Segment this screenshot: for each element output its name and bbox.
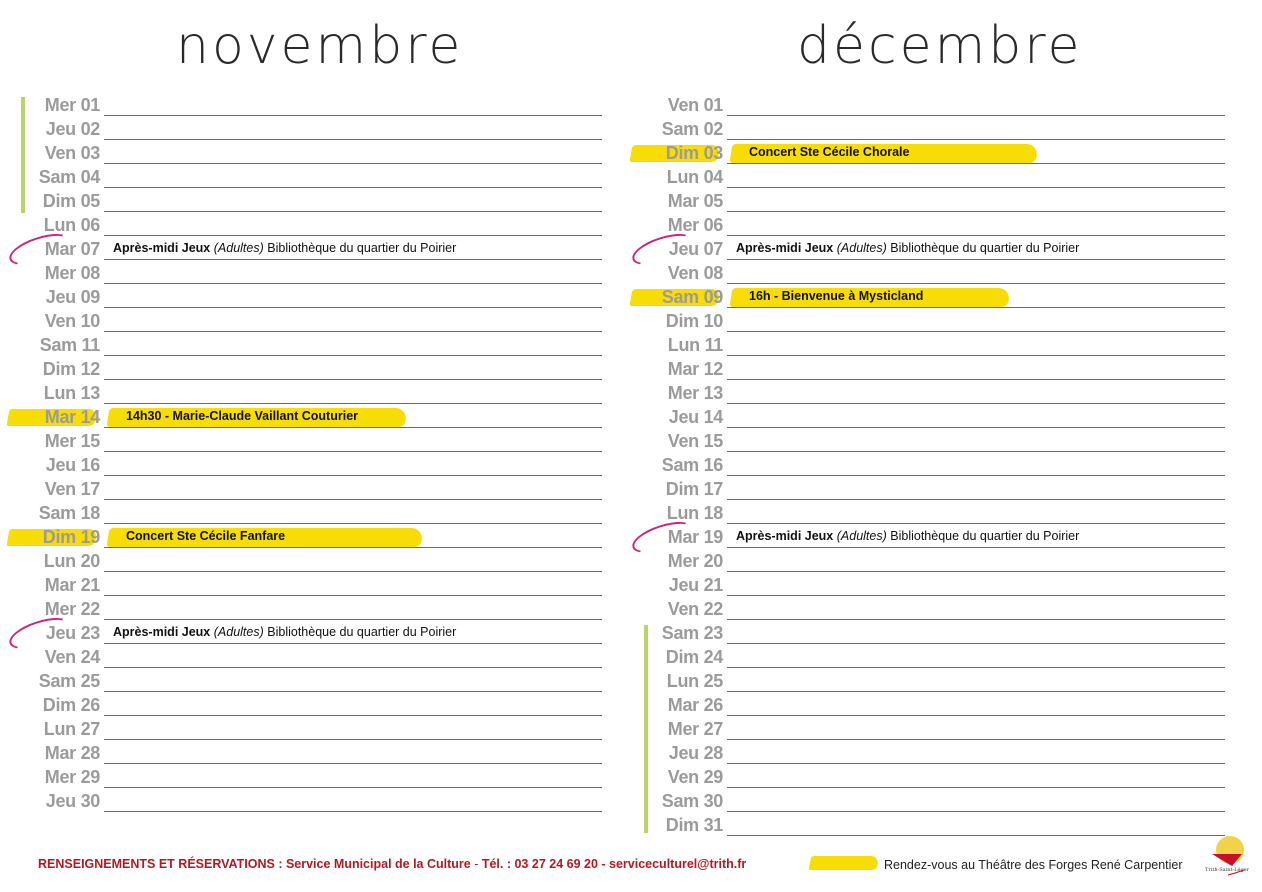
day-label: Mar 28: [44, 743, 100, 763]
entry-line: [727, 763, 1225, 764]
day-row: [12, 237, 602, 261]
entry-line: [104, 331, 602, 332]
day-label: Mer 01: [44, 95, 100, 115]
event-text: [749, 289, 923, 303]
day-row: [635, 237, 1225, 261]
day-row: [12, 789, 602, 813]
event-text: [113, 241, 456, 255]
event-location: Bibliothèque du quartier du Poirier: [890, 529, 1080, 543]
entry-line: [727, 187, 1225, 188]
day-row: [635, 573, 1225, 597]
day-row: [635, 429, 1225, 453]
day-label: Mar 21: [44, 575, 100, 595]
day-row: [635, 309, 1225, 333]
day-label: Ven 08: [667, 263, 723, 283]
day-label: Mar 14: [44, 407, 100, 427]
day-label: Lun 18: [666, 503, 723, 523]
day-row: [635, 549, 1225, 573]
day-label: Lun 11: [667, 335, 723, 355]
entry-line: [104, 355, 602, 356]
calendar-december: [635, 93, 1225, 837]
day-label: Sam 18: [38, 503, 100, 523]
day-label: Mer 27: [667, 719, 723, 739]
legend-text: Rendez-vous au Théâtre des Forges René Carpentier: [884, 858, 1183, 872]
event-audience: (Adultes): [836, 529, 887, 543]
day-label: Mer 15: [44, 431, 100, 451]
day-label: Jeu 21: [668, 575, 723, 595]
day-row: [635, 285, 1225, 309]
day-row: [635, 789, 1225, 813]
day-label: Sam 23: [661, 623, 723, 643]
day-label: Sam 09: [661, 287, 723, 307]
day-row: [12, 453, 602, 477]
day-label: Mer 06: [667, 215, 723, 235]
entry-line: [727, 643, 1225, 644]
day-row: [12, 765, 602, 789]
day-row: [635, 357, 1225, 381]
event-title: Après-midi Jeux: [736, 529, 834, 543]
day-label: Sam 04: [38, 167, 100, 187]
day-label: Dim 19: [42, 527, 100, 547]
day-label: Sam 16: [661, 455, 723, 475]
day-label: Mer 22: [44, 599, 100, 619]
day-row: [12, 645, 602, 669]
entry-line: [104, 475, 602, 476]
day-row: [635, 381, 1225, 405]
event-text: [126, 529, 285, 543]
day-row: [635, 501, 1225, 525]
legend-swatch: [809, 856, 879, 870]
entry-line: [104, 115, 602, 116]
event-audience: (Adultes): [213, 625, 264, 639]
entry-line: [104, 739, 602, 740]
day-row: [12, 93, 602, 117]
day-row: [12, 525, 602, 549]
day-row: [12, 333, 602, 357]
day-label: Lun 20: [43, 551, 100, 571]
day-row: [635, 669, 1225, 693]
day-row: [12, 717, 602, 741]
day-label: Mer 20: [667, 551, 723, 571]
day-label: Jeu 28: [668, 743, 723, 763]
day-row: [635, 405, 1225, 429]
entry-line: [727, 355, 1225, 356]
day-label: Jeu 09: [45, 287, 100, 307]
entry-line: [104, 667, 602, 668]
month-title-november: novembre: [176, 16, 464, 76]
day-label: Mar 05: [667, 191, 723, 211]
day-label: Dim 26: [42, 695, 100, 715]
day-label: Sam 25: [38, 671, 100, 691]
entry-line: [727, 379, 1225, 380]
day-row: [12, 597, 602, 621]
day-label: Mer 29: [44, 767, 100, 787]
entry-line: [727, 235, 1225, 236]
entry-line: [727, 115, 1225, 116]
day-row: [635, 93, 1225, 117]
footer-info: [38, 857, 746, 871]
entry-line: [104, 547, 602, 548]
day-row: [635, 117, 1225, 141]
entry-line: [727, 595, 1225, 596]
entry-line: [727, 547, 1225, 548]
day-label: Lun 04: [666, 167, 723, 187]
day-row: [635, 717, 1225, 741]
day-label: Dim 17: [665, 479, 723, 499]
day-label: Dim 24: [665, 647, 723, 667]
event-text: [736, 529, 1079, 543]
entry-line: [104, 643, 602, 644]
entry-line: [104, 403, 602, 404]
day-label: Jeu 14: [668, 407, 723, 427]
day-row: [635, 165, 1225, 189]
day-row: [12, 141, 602, 165]
calendar-november: [12, 93, 602, 813]
day-row: [12, 381, 602, 405]
entry-line: [104, 571, 602, 572]
svg-text:Trith-Saint-Léger: Trith-Saint-Léger: [1205, 867, 1249, 873]
footer-contact[interactable]: Tél. : 03 27 24 69 20 - serviceculturel@trith.fr: [481, 857, 747, 871]
entry-line: [727, 331, 1225, 332]
day-label: Mar 19: [667, 527, 723, 547]
entry-line: [727, 427, 1225, 428]
entry-line: [727, 451, 1225, 452]
day-label: Dim 31: [665, 815, 723, 835]
day-row: [12, 429, 602, 453]
event-title: Après-midi Jeux: [113, 625, 211, 639]
entry-line: [727, 811, 1225, 812]
entry-line: [727, 403, 1225, 404]
event-text: [113, 625, 456, 639]
day-label: Lun 25: [666, 671, 723, 691]
entry-line: [727, 259, 1225, 260]
entry-line: [727, 739, 1225, 740]
day-row: [635, 597, 1225, 621]
day-row: [12, 189, 602, 213]
entry-line: [104, 427, 602, 428]
day-row: [12, 213, 602, 237]
day-row: [12, 477, 602, 501]
event-location: Bibliothèque du quartier du Poirier: [267, 625, 457, 639]
day-row: [635, 261, 1225, 285]
day-label: Ven 22: [667, 599, 723, 619]
entry-line: [727, 283, 1225, 284]
day-row: [12, 549, 602, 573]
entry-line: [104, 499, 602, 500]
event-text: [749, 145, 909, 159]
event-text: [736, 241, 1079, 255]
day-label: Jeu 16: [45, 455, 100, 475]
day-row: [12, 573, 602, 597]
day-row: [635, 141, 1225, 165]
day-row: [12, 285, 602, 309]
day-label: Jeu 07: [668, 239, 723, 259]
day-label: Ven 01: [667, 95, 723, 115]
event-text: [126, 409, 358, 423]
day-row: [635, 813, 1225, 837]
day-label: Lun 06: [43, 215, 100, 235]
entry-line: [727, 139, 1225, 140]
entry-line: [727, 667, 1225, 668]
entry-line: [104, 259, 602, 260]
day-row: [12, 165, 602, 189]
day-label: Mar 12: [667, 359, 723, 379]
day-label: Mer 13: [667, 383, 723, 403]
entry-line: [727, 163, 1225, 164]
day-label: Ven 10: [44, 311, 100, 331]
day-row: [635, 645, 1225, 669]
day-label: Ven 29: [667, 767, 723, 787]
entry-line: [727, 619, 1225, 620]
entry-line: [727, 571, 1225, 572]
day-label: Mer 08: [44, 263, 100, 283]
entry-line: [104, 763, 602, 764]
day-row: [12, 693, 602, 717]
day-label: Lun 13: [43, 383, 100, 403]
entry-line: [727, 715, 1225, 716]
entry-line: [727, 523, 1225, 524]
day-label: Mar 26: [667, 695, 723, 715]
event-title: Après-midi Jeux: [113, 241, 211, 255]
event-title: Après-midi Jeux: [736, 241, 834, 255]
day-label: Ven 03: [44, 143, 100, 163]
day-row: [635, 693, 1225, 717]
day-label: Sam 11: [39, 335, 100, 355]
day-row: [635, 765, 1225, 789]
day-row: [635, 741, 1225, 765]
event-title: Concert Ste Cécile Chorale: [749, 145, 910, 159]
day-row: [12, 741, 602, 765]
day-label: Ven 24: [44, 647, 100, 667]
month-title-december: décembre: [797, 16, 1083, 76]
town-logo: [1204, 834, 1250, 880]
entry-line: [104, 811, 602, 812]
day-row: [635, 525, 1225, 549]
entry-line: [104, 307, 602, 308]
day-row: [635, 621, 1225, 645]
day-row: [12, 261, 602, 285]
entry-line: [104, 163, 602, 164]
day-label: Dim 05: [42, 191, 100, 211]
day-row: [635, 213, 1225, 237]
day-row: [635, 333, 1225, 357]
day-label: Ven 17: [44, 479, 100, 499]
entry-line: [727, 691, 1225, 692]
entry-line: [104, 691, 602, 692]
entry-line: [727, 211, 1225, 212]
day-label: Sam 30: [661, 791, 723, 811]
entry-line: [727, 499, 1225, 500]
event-location: Bibliothèque du quartier du Poirier: [267, 241, 457, 255]
day-label: Lun 27: [43, 719, 100, 739]
entry-line: [104, 379, 602, 380]
day-label: Mar 07: [44, 239, 100, 259]
entry-line: [727, 307, 1225, 308]
entry-line: [104, 715, 602, 716]
entry-line: [727, 787, 1225, 788]
event-title: 14h30 - Marie-Claude Vaillant Couturier: [126, 409, 359, 423]
day-label: Sam 02: [661, 119, 723, 139]
day-row: [635, 477, 1225, 501]
entry-line: [104, 619, 602, 620]
day-label: Jeu 30: [45, 791, 100, 811]
day-row: [12, 309, 602, 333]
day-row: [12, 357, 602, 381]
entry-line: [104, 187, 602, 188]
event-title: 16h - Bienvenue à Mysticland: [749, 289, 924, 303]
day-row: [12, 501, 602, 525]
entry-line: [104, 211, 602, 212]
day-row: [635, 189, 1225, 213]
day-label: Jeu 02: [45, 119, 100, 139]
entry-line: [104, 283, 602, 284]
day-row: [12, 669, 602, 693]
footer-service: RENSEIGNEMENTS ET RÉSERVATIONS : Service Municipal de la Culture: [38, 857, 471, 871]
entry-line: [104, 595, 602, 596]
day-label: Dim 10: [665, 311, 723, 331]
event-audience: (Adultes): [836, 241, 887, 255]
day-row: [12, 405, 602, 429]
entry-line: [104, 451, 602, 452]
entry-line: [727, 475, 1225, 476]
event-audience: (Adultes): [213, 241, 264, 255]
entry-line: [727, 835, 1225, 836]
event-title: Concert Ste Cécile Fanfare: [126, 529, 286, 543]
day-label: Jeu 23: [45, 623, 100, 643]
footer-separator: -: [470, 857, 482, 871]
day-row: [12, 621, 602, 645]
day-label: Dim 03: [665, 143, 723, 163]
entry-line: [104, 235, 602, 236]
day-label: Dim 12: [42, 359, 100, 379]
entry-line: [104, 523, 602, 524]
day-row: [635, 453, 1225, 477]
entry-line: [104, 787, 602, 788]
event-location: Bibliothèque du quartier du Poirier: [890, 241, 1080, 255]
entry-line: [104, 139, 602, 140]
day-label: Ven 15: [667, 431, 723, 451]
day-row: [12, 117, 602, 141]
